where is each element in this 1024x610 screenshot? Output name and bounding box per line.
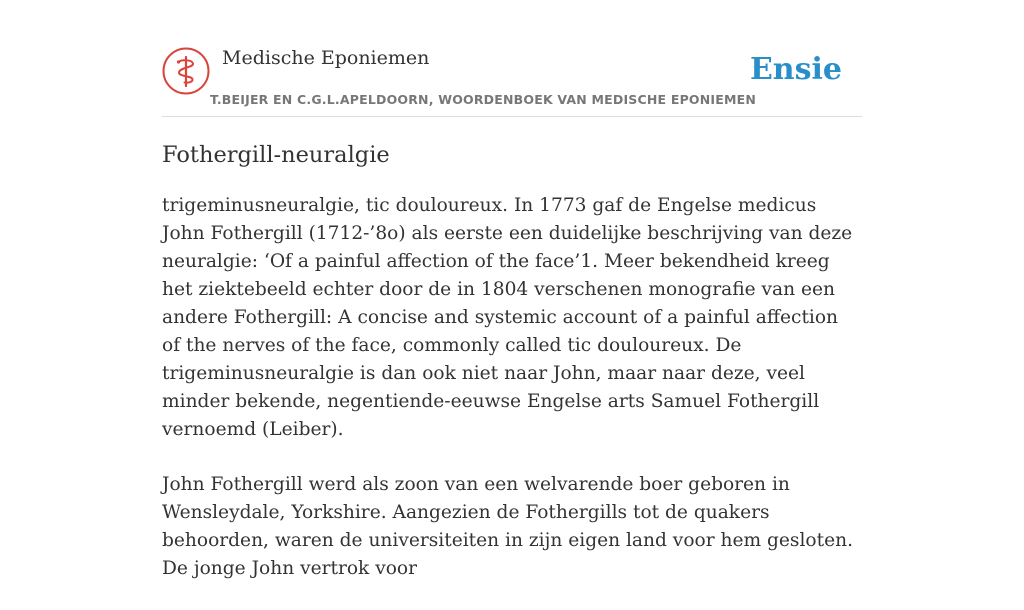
article-paragraph: trigeminusneuralgie, tic douloureux. In 1773 gaf de Engelse medicus John Fothergill (1712-’8o) als eerste een duidelijke beschrijving van deze neuralgie: ‘Of a painful affection of the face’1. Meer bekendheid kreeg het ziektebeeld echter door de in 1804 verschenen monografie van een andere Fothergill: A concise and systemic account of a painful affection of the nerves of the face, commonly called tic douloureux. De trigeminusneuralgie is dan ook niet naar John, maar naar deze, veel minder bekende, negentiende-eeuwse Engelse arts Samuel Fothergill vernoemd (Leiber). bbox=[162, 195, 853, 440]
source-header bbox=[162, 46, 862, 117]
ensie-logo[interactable]: Ensie bbox=[749, 52, 842, 87]
source-title[interactable]: Medische Eponiemen bbox=[222, 47, 430, 69]
article-title: Fothergill-neuralgie bbox=[162, 142, 390, 168]
caduceus-icon[interactable] bbox=[162, 47, 210, 95]
article-paragraph: John Fothergill werd als zoon van een welvarende boer geboren in Wensleydale, Yorkshire. Aangezien de Fothergills tot de quakers behoorden, waren de universiteiten in zijn eigen land voor hem gesloten. De jonge John vertrok voor bbox=[162, 474, 853, 579]
article-body bbox=[162, 192, 862, 610]
source-authors: T.BEIJER EN C.G.L.APELDOORN, WOORDENBOEK VAN MEDISCHE EPONIEMEN bbox=[210, 92, 757, 107]
